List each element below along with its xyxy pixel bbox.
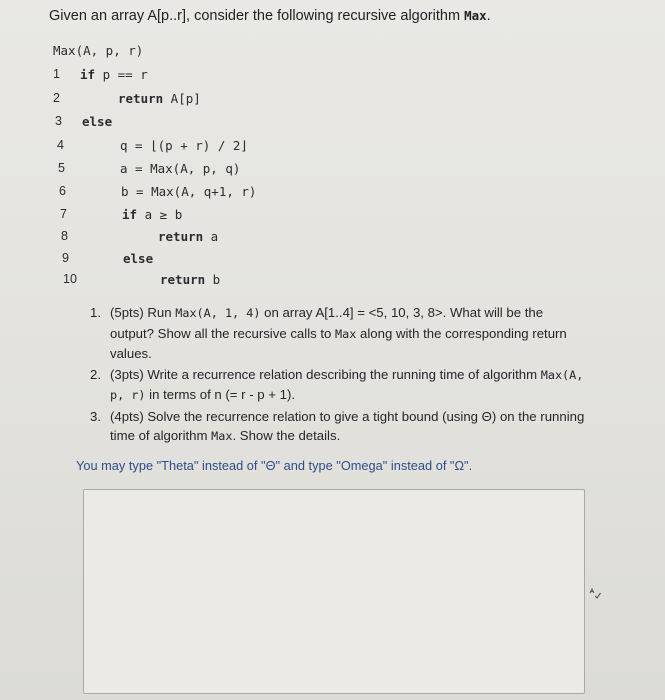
question-text: . Show the details. [232, 428, 341, 443]
hint-text: You may type "Theta" instead of "Θ" and type "Omega" instead of "Ω". [76, 458, 473, 473]
question-list [90, 303, 590, 448]
line-number: 5 [58, 161, 65, 175]
answer-textarea[interactable] [83, 489, 585, 694]
code-line [120, 161, 240, 176]
inline-code: Max(A, 1, 4) [175, 306, 261, 320]
code-line [82, 114, 112, 129]
code-text: a [203, 229, 219, 244]
code-line [118, 91, 201, 106]
line-number: 10 [63, 272, 77, 286]
question-text: (3pts) Write a recurrence relation describing the running time of algorithm [110, 366, 541, 382]
question-item [90, 407, 590, 447]
inline-code: Max [211, 429, 233, 443]
code-text: b [205, 272, 221, 287]
code-line [123, 251, 153, 266]
question-item [90, 303, 590, 364]
question-item [90, 365, 590, 406]
code-text: q = ⌊(p + r) / 2⌋ [120, 138, 248, 153]
question-number: 1. [90, 305, 101, 320]
code-text: a ≥ b [137, 207, 183, 222]
inline-code: Max [335, 326, 357, 341]
code-line [120, 138, 248, 153]
line-number: 7 [60, 207, 67, 221]
question-text: in terms of n (= r - p + 1). [145, 387, 296, 402]
pseudocode-block [0, 0, 665, 300]
line-number: 8 [61, 229, 68, 243]
spellcheck-icon[interactable] [588, 586, 602, 600]
line-number: 3 [55, 114, 62, 128]
code-line [122, 207, 182, 222]
question-text: along with the corresponding return values. [110, 325, 567, 361]
question-text: on array A[1..4] = <5, 10, 3, 8>. What will be the output? Show all the recursive calls to [110, 305, 544, 341]
algorithm-signature: Max(A, p, r) [53, 43, 144, 58]
code-line [80, 67, 148, 82]
line-number: 6 [59, 184, 66, 198]
code-keyword: return [118, 91, 164, 106]
heading-algo-name: Max [464, 8, 487, 23]
heading-prefix: Given an array A[p..r], consider the following recursive algorithm [49, 8, 465, 24]
code-line [158, 229, 218, 244]
code-keyword: return [158, 229, 204, 244]
line-number: 2 [53, 91, 60, 105]
code-text: A[p] [163, 91, 201, 106]
inline-code: Max(A, p, r) [110, 367, 584, 402]
code-keyword: else [123, 251, 154, 266]
question-text: (4pts) Solve the recurrence relation to give a tight bound (using Θ) on the running time of algorithm [110, 408, 585, 443]
code-text: p == r [95, 67, 148, 82]
code-line [160, 272, 220, 287]
code-keyword: return [160, 272, 206, 287]
question-number: 2. [90, 366, 101, 382]
question-number: 3. [90, 408, 101, 424]
line-number: 4 [57, 138, 64, 152]
code-keyword: if [80, 67, 96, 82]
code-keyword: if [122, 207, 138, 222]
code-line [121, 184, 256, 199]
code-text: a = Max(A, p, q) [120, 161, 241, 176]
heading-suffix: . [486, 8, 491, 24]
line-number: 9 [62, 251, 69, 265]
line-number: 1 [53, 67, 60, 81]
code-keyword: else [82, 114, 113, 129]
question-text: (5pts) Run [110, 305, 176, 320]
code-text: b = Max(A, q+1, r) [121, 184, 257, 199]
